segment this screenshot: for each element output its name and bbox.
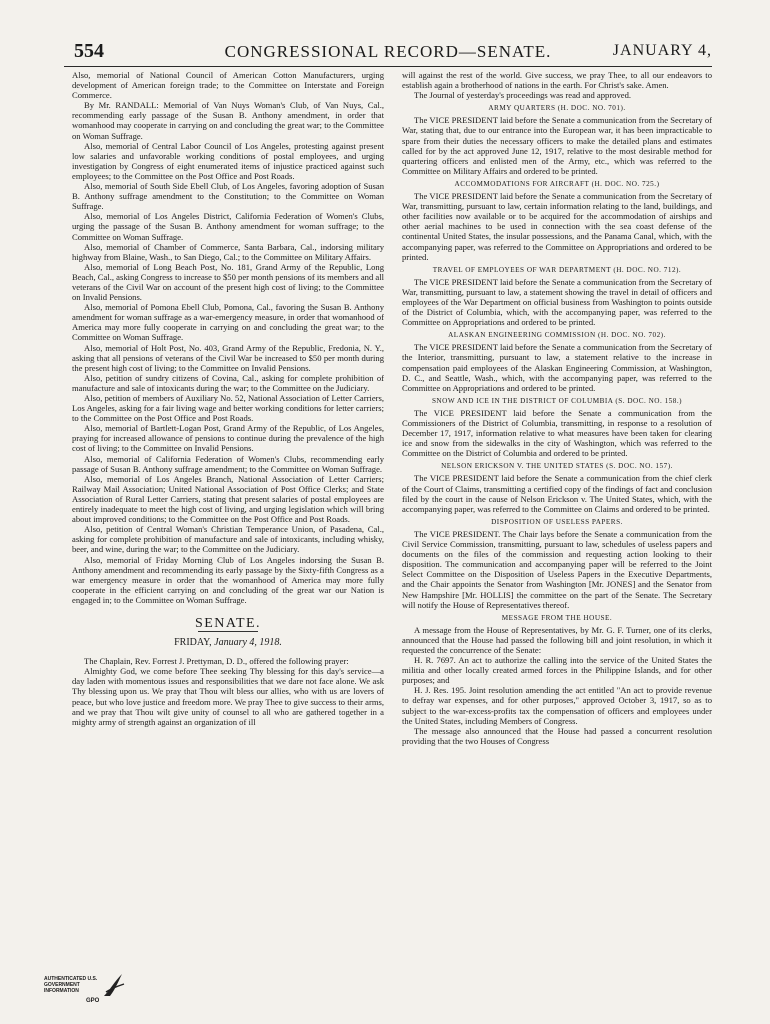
- eagle-icon: [100, 970, 126, 1000]
- session-date-text: January 4, 1918.: [214, 637, 282, 649]
- section-heading: DISPOSITION OF USELESS PAPERS.: [491, 517, 623, 526]
- bill-paragraph: H. R. 7697. An act to authorize the calling into the service of the United States the militia and other locally created armed forces in the Philippine Islands, and for other purposes; and: [402, 655, 712, 686]
- page-number: 554: [74, 40, 104, 62]
- section-text: The VICE PRESIDENT laid before the Senate a communication from the chief clerk of the Court of Claims, transmitting a certified copy of the findings of fact and conclusion filed by the court in the cause of Nelson Erickson v. The United States, which, with the accompanying paper, was referred to the Committee on Claims and ordered to be printed.: [402, 473, 712, 514]
- section-heading: ACCOMMODATIONS FOR AIRCRAFT (H. DOC. NO. 725.): [454, 179, 660, 188]
- memorial-paragraph: Also, memorial of Central Labor Council of Los Angeles, protesting against present low salaries and unfavorable working conditions of postal employees, and urging investigation by Congress of eight enumerated items of injustice practiced against such employees; to the Committee on the Post Office and Post Roads.: [72, 140, 384, 181]
- memorial-paragraph: Also, memorial of Los Angeles Branch, National Association of Letter Carriers; Railway Mail Association; United National Association of Post Office Clerks; and State Association of Rural Letter Carriers, stating that present salaries of postal employees are entirely inadequate to meet the high cost of living, and urging legislation which will bring about improved conditions; to the Committee on the Post Office and Post Roads.: [72, 473, 384, 525]
- session-date: [72, 638, 384, 648]
- section-heading: ARMY QUARTERS (H. DOC. NO. 701).: [488, 104, 626, 113]
- prayer-intro: The Chaplain, Rev. Forrest J. Prettyman, D. D., offered the following prayer:: [84, 656, 349, 667]
- section-text: The VICE PRESIDENT laid before the Senate a communication from the Commissioners of the District of Columbia, transmitting, in response to a resolution of December 17, 1917, information relative to what measures have been taken for clearing ice and snow from the sidewalks in the city of Washington, which was referred to the Committee on the District of Columbia and ordered to be printed.: [402, 407, 712, 459]
- memorial-paragraph: Also, petition of members of Auxiliary No. 52, National Association of Letter Carriers, Los Angeles, asking for a fair living wage and better working conditions for letter carriers; to the Committee on the Post Office and Post Roads.: [72, 393, 384, 424]
- memorial-paragraph: Also, memorial of Long Beach Post, No. 181, Grand Army of the Republic, Long Beach, Cal., asking Congress to increase to $50 per month pensions of its members and all veterans of the Civil War on account of the present high cost of living; to the Committee on Invalid Pensions.: [72, 261, 384, 303]
- left-column: [72, 70, 384, 727]
- gpo-badge-text: AUTHENTICATED U.S. GOVERNMENT INFORMATION: [44, 976, 98, 994]
- section-text: The VICE PRESIDENT. The Chair lays before the Senate a communication from the Civil Service Commission, transmitting, pursuant to law, schedules of useless papers and documents on the files of the commission and requesting action looking to their disposition. The communication and accompanying paper will be referred to the Joint Select Committee on the Disposition of Useless Papers in the Executive Departments, and the Chair appoints the Senator from Washington [Mr. JONES] and the Senator from New Hampshire [Mr. HOLLIS] the committee on the part of the Senate. The Secretary will notify the House of Representatives thereof.: [402, 528, 712, 610]
- right-column: [402, 70, 712, 746]
- publication-title: CONGRESSIONAL RECORD—SENATE.: [224, 42, 552, 61]
- page-header: [64, 40, 712, 67]
- session-day: FRIDAY,: [174, 637, 212, 649]
- section-heading: TRAVEL OF EMPLOYEES OF WAR DEPARTMENT (H. DOC. NO. 712).: [432, 265, 682, 274]
- bill-paragraph: The message also announced that the House had passed a concurrent resolution providing that the two Houses of Congress: [402, 725, 712, 746]
- section-text: The VICE PRESIDENT laid before the Senate a communication from the Secretary of War, stating that, due to our entrance into the European war, it has been impracticable to spare from their duties the necessary officers to make the detailed plans and estimates called for by the act approved June 12, 1917, relative to the most desirable method for quartering officers and enlisted men of the Army, etc., which was referred to the Committee on Military Affairs and ordered to be printed.: [402, 115, 712, 176]
- memorial-paragraph: Also, petition of Central Woman's Christian Temperance Union, of Pasadena, Cal., asking for complete prohibition of manufacture and sale of intoxicants, including whisky, beer, and wine, during the war; to the Committee on the Judiciary.: [72, 524, 384, 555]
- memorial-paragraph: Also, memorial of Holt Post, No. 403, Grand Army of the Republic, Fredonia, N. Y., asking that all pensions of veterans of the Civil War be increased to $50 per month during the present high cost of living; to the Committee on Invalid Pensions.: [72, 342, 384, 373]
- senate-heading: SENATE.: [194, 615, 262, 631]
- memorial-paragraph: Also, memorial of National Council of American Cotton Manufacturers, urging development of American foreign trade; to the Committee on Interstate and Foreign Commerce.: [72, 70, 384, 101]
- memorial-paragraph: Also, petition of sundry citizens of Covina, Cal., asking for complete prohibition of manufacture and sale of intoxicants during the war; to the Committee on the Judiciary.: [72, 372, 384, 393]
- section-heading: MESSAGE FROM THE HOUSE.: [501, 613, 613, 622]
- memorial-paragraph: Also, memorial of Pomona Ebell Club, Pomona, Cal., favoring the Susan B. Anthony amendment for woman suffrage as a war-emergency measure, in order that womanhood of America may more fully cooperate in carrying on and concluding the great war; to the Committee on Woman Suffrage.: [72, 302, 384, 343]
- header-date: JANUARY 4,: [612, 42, 712, 59]
- bill-paragraph: H. J. Res. 195. Joint resolution amending the act entitled "An act to provide revenue to defray war expenses, and for other purposes," approved October 3, 1917, so as to subject to the war-excess-profits tax the compensation of officers and employees under the United States, including Members of Congress.: [402, 685, 712, 726]
- memorial-paragraph: By Mr. RANDALL: Memorial of Van Nuys Woman's Club, of Van Nuys, Cal., recommending early passage of the Susan B. Anthony amendment, in order that womanhood may cooperate in carrying on and concluding the great war; to the Committee on Woman Suffrage.: [72, 100, 384, 141]
- section-text: The VICE PRESIDENT laid before the Senate a communication from the Secretary of War, transmitting, pursuant to law, certain information relating to the land, buildings, and other facilities now available or to be acquired for the accommodation of airships and other aerial machines to be used in connection with the sea coast defense of the continental United States, the insular possessions, and the Panama Canal, which, with the accompanying paper, was referred to the Committee on Appropriations and ordered to be printed.: [402, 191, 712, 262]
- gpo-mark: GPO: [86, 998, 100, 1004]
- section-heading: NELSON ERICKSON V. THE UNITED STATES (S. DOC. NO. 157).: [441, 462, 673, 471]
- gpo-authentication-badge: [40, 968, 130, 1008]
- memorial-paragraph: Also, memorial of California Federation of Women's Clubs, recommending early passage of Susan B. Anthony suffrage amendment; to the Committee on Woman Suffrage.: [72, 453, 384, 474]
- section-text: A message from the House of Representatives, by Mr. G. F. Turner, one of its clerks, announced that the House had passed the following bill and joint resolution, in which it requested the concurrence of the Senate:: [402, 624, 712, 655]
- memorial-paragraph: Also, memorial of Bartlett-Logan Post, Grand Army of the Republic, of Los Angeles, praying for increased allowance of pensions to continue during the prevalence of the high cost of living; to the Committee on Invalid Pensions.: [72, 423, 384, 454]
- memorial-paragraph: Also, memorial of Los Angeles District, California Federation of Women's Clubs, urging the passage of the Susan B. Anthony amendment for woman suffrage; to the Committee on Woman Suffrage.: [72, 211, 384, 242]
- memorial-paragraph: Also, memorial of South Side Ebell Club, of Los Angeles, favoring adoption of Susan B. Anthony suffrage amendment to the Constitution; to the Committee on Woman Suffrage.: [72, 181, 384, 212]
- memorial-paragraph: Also, memorial of Friday Morning Club of Los Angeles indorsing the Susan B. Anthony amendment and recommending its early passage by the Sixty-fifth Congress as a war emergency measure in order that the womanhood of America may more fully cooperate in the efficient carrying on and concluding of the great war our Nation is engaged in; to the Committee on Woman Suffrage.: [72, 554, 384, 605]
- heading-rule: [198, 631, 258, 632]
- prayer-text: Almighty God, we come before Thee seeking Thy blessing for this day's service—a day laden with momentous issues and responsibilities that we dare not face alone. We ask Thy blessing upon us. We pray that Thou wilt bless our allies, who with us are lovers of peace, but who love justice and freedom more. We pray Thee to give success to their arms, and we pray that Thou wilt give unity of counsel to all who are gathered together in a mighty army of strength against an organization of ill: [72, 666, 384, 727]
- memorial-paragraph: Also, memorial of Chamber of Commerce, Santa Barbara, Cal., indorsing military highway from Blaine, Wash., to San Diego, Cal.; to the Committee on Military Affairs.: [72, 241, 384, 262]
- section-text: The VICE PRESIDENT laid before the Senate a communication from the Secretary of the Interior, transmitting, pursuant to law, a statement relative to the increase in compensation paid employees of the Alaskan Engineering Commission, at Washington, D. C., and Seattle, Wash., which, with the accompanying paper, was referred to the Committee on Appropriations and ordered to be printed.: [402, 342, 712, 393]
- section-heading: ALASKAN ENGINEERING COMMISSION (H. DOC. NO. 702).: [448, 331, 666, 340]
- section-text: The VICE PRESIDENT laid before the Senate a communication from the Secretary of War, transmitting, pursuant to law, a statement showing the travel in detail of officers and employees of the War Department on official business from Washington to points outside of the District of Columbia, which, with the accompanying paper, was referred to the Committee on Appropriations and ordered to be printed.: [402, 276, 712, 328]
- prayer-continuation: will against the rest of the world. Give success, we pray Thee, to all our endeavors to establish again a brotherhood of nations in the earth. For Christ's sake. Amen.: [402, 70, 712, 91]
- section-heading: SNOW AND ICE IN THE DISTRICT OF COLUMBIA (S. DOC. NO. 158.): [431, 396, 683, 405]
- journal-note: The Journal of yesterday's proceedings was read and approved.: [414, 90, 632, 101]
